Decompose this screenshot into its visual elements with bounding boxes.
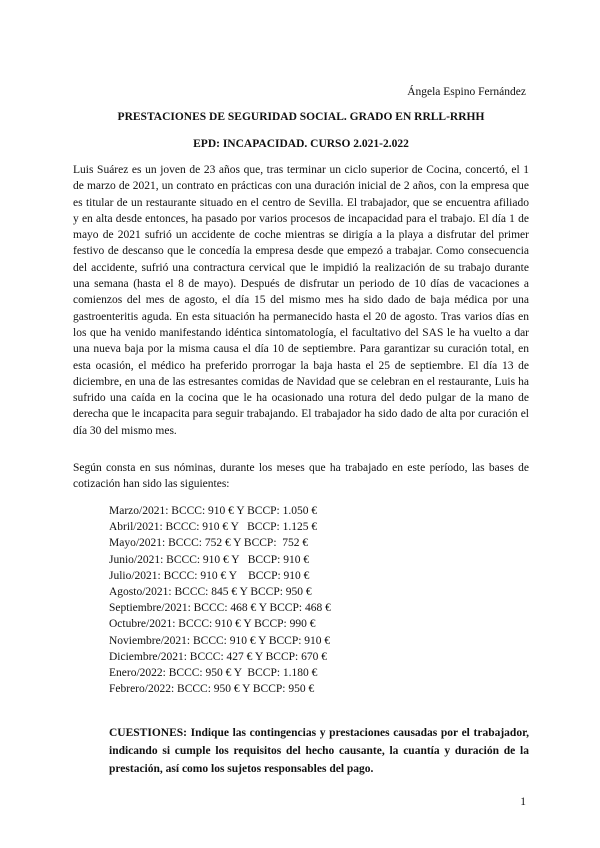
list-item: Febrero/2022: BCCC: 950 € Y BCCP: 950 €	[109, 683, 315, 696]
contribution-bases-list	[109, 503, 331, 697]
questions-paragraph: CUESTIONES: Indique las contingencias y prestaciones causadas por el trabajador, indicando si cumple los requisitos del hecho causante, la cuantía y duración de la prestación, así como los sujetos responsables del pago.	[109, 727, 529, 775]
list-item: Marzo/2021: BCCC: 910 € Y BCCP: 1.050 €	[109, 505, 318, 517]
list-item: Septiembre/2021: BCCC: 468 € Y BCCP: 468 €	[109, 602, 331, 615]
contribution-intro-paragraph: Según consta en sus nóminas, durante los meses que ha trabajado en este período, las bases de cotización han sido las siguientes:	[73, 462, 529, 491]
page-number: 1	[520, 796, 526, 808]
author-name: Ángela Espino Fernández	[407, 86, 526, 98]
list-item: Enero/2022: BCCC: 950 € Y BCCP: 1.180 €	[109, 667, 318, 680]
list-item: Mayo/2021: BCCC: 752 € Y BCCP: 752 €	[109, 537, 309, 550]
document-subtitle: EPD: INCAPACIDAD. CURSO 2.021-2.022	[193, 138, 409, 150]
list-item: Junio/2021: BCCC: 910 € Y BCCP: 910 €	[109, 553, 310, 566]
list-item: Abril/2021: BCCC: 910 € Y BCCP: 1.125 €	[109, 521, 318, 534]
list-item: Diciembre/2021: BCCC: 427 € Y BCCP: 670 €	[109, 650, 327, 663]
list-item: Octubre/2021: BCCC: 910 € Y BCCP: 990 €	[109, 618, 316, 631]
document-title: PRESTACIONES DE SEGURIDAD SOCIAL. GRADO EN RRLL-RRHH	[117, 111, 485, 123]
list-item: Agosto/2021: BCCC: 845 € Y BCCP: 950 €	[109, 586, 312, 599]
case-description-paragraph: Luis Suárez es un joven de 23 años que, tras terminar un ciclo superior de Cocina, concertó, el 1 de marzo de 2021, un contrato en prácticas con una duración inicial de 2 años, con la empresa que es titular de un restaurante situado en el centro de Sevilla. El trabajador, que se encuentra afiliado y en alta desde entonces, ha pasado por varios procesos de incapacidad para el trabajo. El día 1 de mayo de 2021 sufrió un accidente de coche mientras se dirigía a la playa a disfrutar del primer festivo de descanso que le concedía la empresa desde que empezó a trabajar. Como consecuencia del accidente, sufrió una contractura cervical que le impidió la realización de su trabajo durante una semana (hasta el 8 de mayo). Después de disfrutar un periodo de 10 días de vacaciones a comienzos del mes de agosto, el día 15 del mismo mes ha sido dado de baja médica por una gastroenteritis aguda. En esta situación ha permanecido hasta el 20 de agosto. Tras varios días en los que ha venido manifestando idéntica sintomatología, el facultativo del SAS le ha vuelto a dar una nueva baja por la misma causa el día 10 de septiembre. Para garantizar su curación total, en esta ocasión, el médico ha preferido prorrogar la baja hasta el 25 de septiembre. El día 13 de diciembre, en una de las estresantes comidas de Navidad que se celebran en el restaurante, Luis ha sufrido una caída en la cocina que le ha ocasionado una rotura del dedo pulgar de la mano de derecha que le incapacita para seguir trabajando. El trabajador ha sido dado de alta por curación el día 30 del mismo mes.	[73, 164, 529, 437]
list-item: Noviembre/2021: BCCC: 910 € Y BCCP: 910 €	[109, 634, 331, 647]
list-item: Julio/2021: BCCC: 910 € Y BCCP: 910 €	[109, 569, 310, 582]
